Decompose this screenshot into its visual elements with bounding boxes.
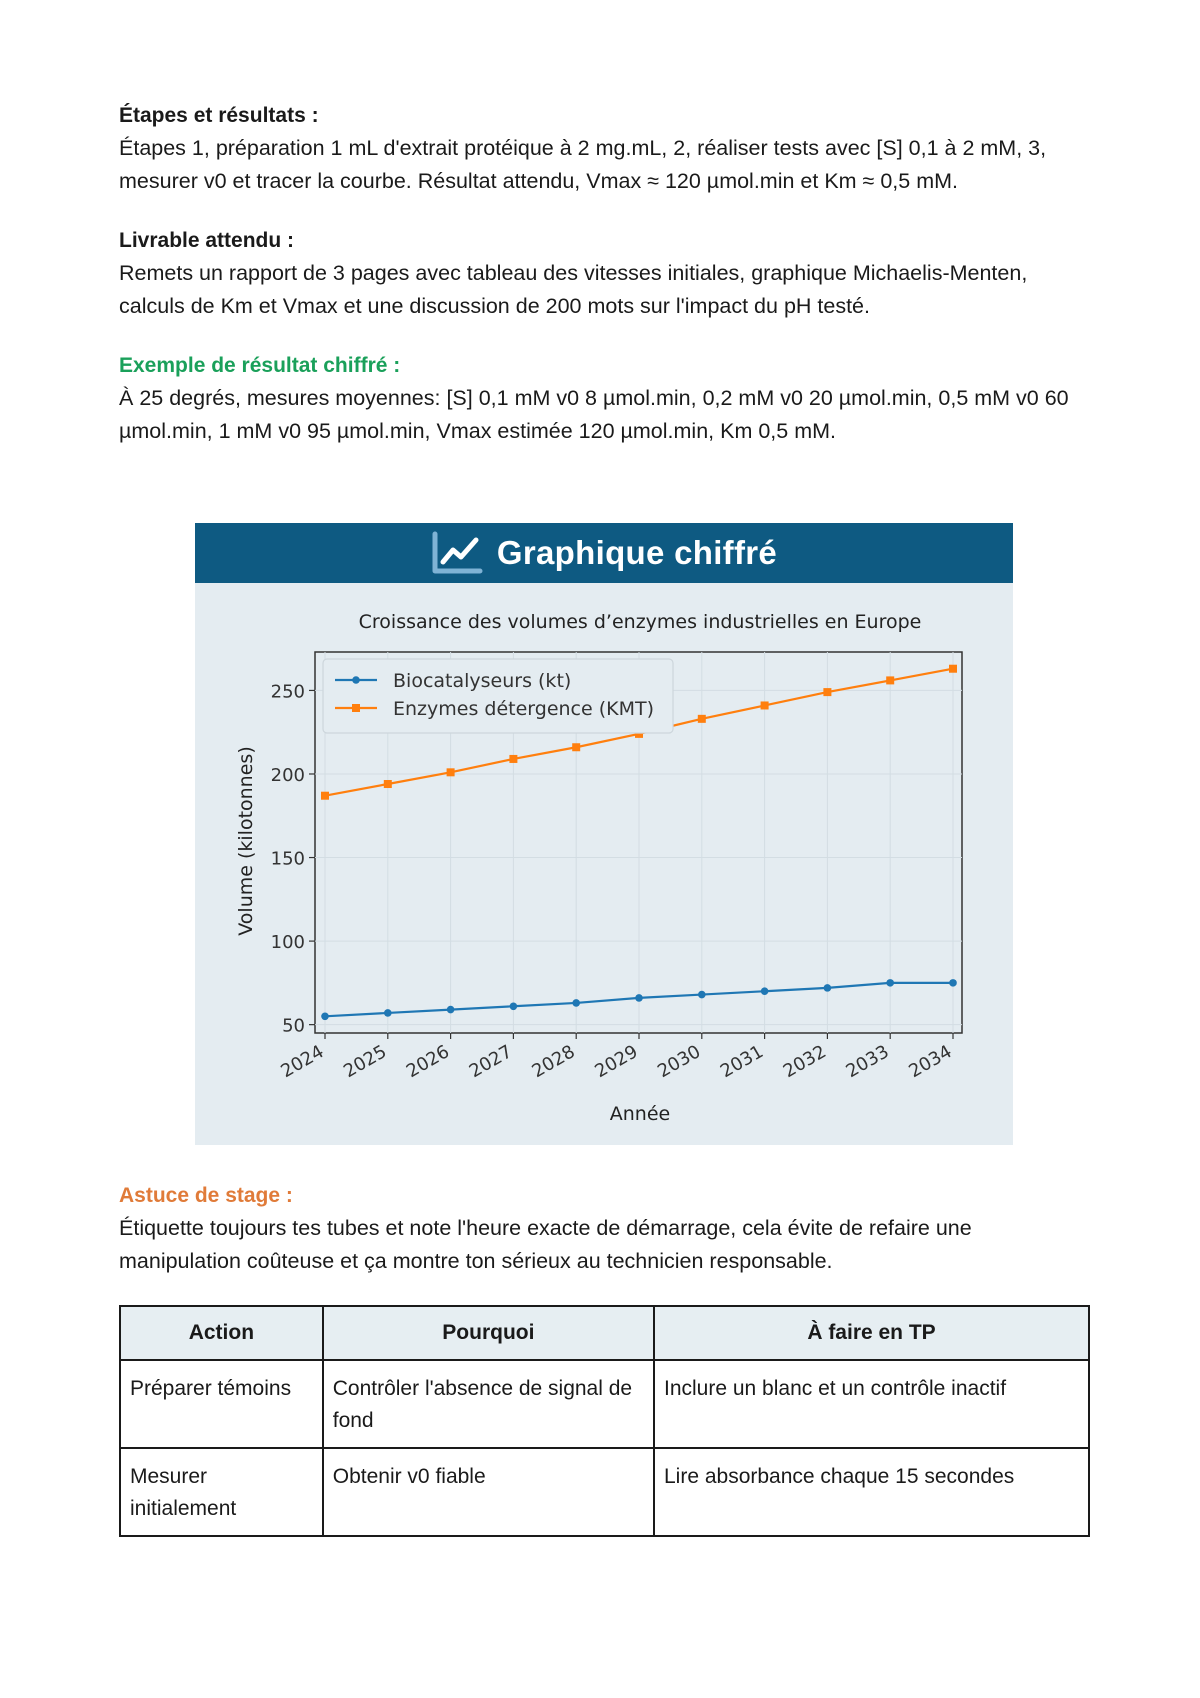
table-header-cell: Pourquoi <box>323 1306 654 1360</box>
section-text: Étapes 1, préparation 1 mL d'extrait protéique à 2 mg.mL, 2, réaliser tests avec [S] 0,1 à 2 mM, 3, mesurer v0 et tracer la courbe. Résultat attendu, Vmax ≈ 120 µmol.min et Km ≈ 0,5 mM. <box>119 136 1047 193</box>
x-tick-label: 2031 <box>716 1041 768 1083</box>
x-tick-label: 2033 <box>842 1041 893 1083</box>
table-cell: Obtenir v0 fiable <box>323 1448 654 1536</box>
chart-card <box>195 523 1013 1145</box>
legend-marker <box>352 676 360 684</box>
table-row <box>120 1448 1089 1536</box>
data-point <box>447 1006 455 1014</box>
data-point <box>321 792 329 800</box>
legend-marker <box>352 704 360 712</box>
legend-label: Biocatalyseurs (kt) <box>393 670 572 692</box>
x-tick-label: 2029 <box>591 1041 642 1083</box>
data-point <box>321 1012 329 1020</box>
chart-title: Croissance des volumes d’enzymes industrielles en Europe <box>358 611 922 633</box>
table-cell: Mesurer initialement <box>120 1448 323 1536</box>
table-cell: Lire absorbance chaque 15 secondes <box>654 1448 1089 1536</box>
action-table <box>119 1305 1090 1537</box>
data-point <box>823 688 831 696</box>
section-example <box>119 350 1089 447</box>
data-point <box>886 676 894 684</box>
section-heading: Étapes et résultats : <box>119 104 319 127</box>
data-point <box>384 780 392 788</box>
data-point <box>949 979 957 987</box>
data-point <box>761 701 769 709</box>
line-chart <box>195 583 1013 1145</box>
data-point <box>509 755 517 763</box>
section-deliverable <box>119 225 1089 322</box>
chart-banner <box>195 523 1013 583</box>
data-point <box>635 994 643 1002</box>
section-text: À 25 degrés, mesures moyennes: [S] 0,1 mM v0 8 µmol.min, 0,2 mM v0 20 µmol.min, 0,5 mM v0 60 µmol.min, 1 mM v0 95 µmol.min, Vmax estimée 120 µmol.min, Km 0,5 mM. <box>119 386 1069 443</box>
y-tick-label: 200 <box>270 764 305 786</box>
data-point <box>761 987 769 995</box>
table-cell: Préparer témoins <box>120 1360 323 1448</box>
line-chart-icon <box>431 531 483 575</box>
y-tick-label: 150 <box>270 848 305 870</box>
x-tick-label: 2024 <box>277 1041 328 1083</box>
x-tick-label: 2032 <box>779 1041 830 1083</box>
table-row <box>120 1360 1089 1448</box>
x-axis-label: Année <box>609 1103 671 1125</box>
data-point <box>572 743 580 751</box>
x-tick-label: 2028 <box>528 1041 579 1083</box>
x-tick-label: 2034 <box>905 1041 956 1083</box>
legend-label: Enzymes détergence (KMT) <box>393 698 655 720</box>
data-point <box>447 768 455 776</box>
x-tick-label: 2026 <box>402 1041 454 1083</box>
tip-section <box>119 1180 1089 1277</box>
data-point <box>572 999 580 1007</box>
y-tick-label: 50 <box>282 1015 305 1037</box>
x-tick-label: 2030 <box>654 1041 705 1083</box>
tip-text: Étiquette toujours tes tubes et note l'heure exacte de démarrage, cela évite de refaire une manipulation coûteuse et ça montre ton sérieux au technicien responsable. <box>119 1216 972 1273</box>
data-point <box>698 991 706 999</box>
tip-heading: Astuce de stage : <box>119 1184 293 1207</box>
section-heading: Exemple de résultat chiffré : <box>119 354 401 377</box>
table-header-cell: À faire en TP <box>654 1306 1089 1360</box>
data-point <box>698 715 706 723</box>
x-tick-label: 2025 <box>340 1041 391 1083</box>
table-cell: Contrôler l'absence de signal de fond <box>323 1360 654 1448</box>
section-text: Remets un rapport de 3 pages avec tableau des vitesses initiales, graphique Michaelis-Menten, calculs de Km et Vmax et une discussion de 200 mots sur l'impact du pH testé. <box>119 261 1028 318</box>
chart-banner-title: Graphique chiffré <box>496 534 778 571</box>
x-tick-label: 2027 <box>465 1041 516 1083</box>
y-tick-label: 100 <box>270 932 305 954</box>
table-header-cell: Action <box>120 1306 323 1360</box>
data-point <box>384 1009 392 1017</box>
data-point <box>824 984 832 992</box>
document-body <box>119 100 1089 475</box>
y-axis-label: Volume (kilotonnes) <box>235 746 257 936</box>
table-cell: Inclure un blanc et un contrôle inactif <box>654 1360 1089 1448</box>
section-steps <box>119 100 1089 197</box>
table-header-row <box>120 1306 1089 1360</box>
data-point <box>886 979 894 987</box>
section-heading: Livrable attendu : <box>119 229 295 252</box>
data-point <box>510 1002 518 1010</box>
y-tick-label: 250 <box>270 681 305 703</box>
data-point <box>949 665 957 673</box>
